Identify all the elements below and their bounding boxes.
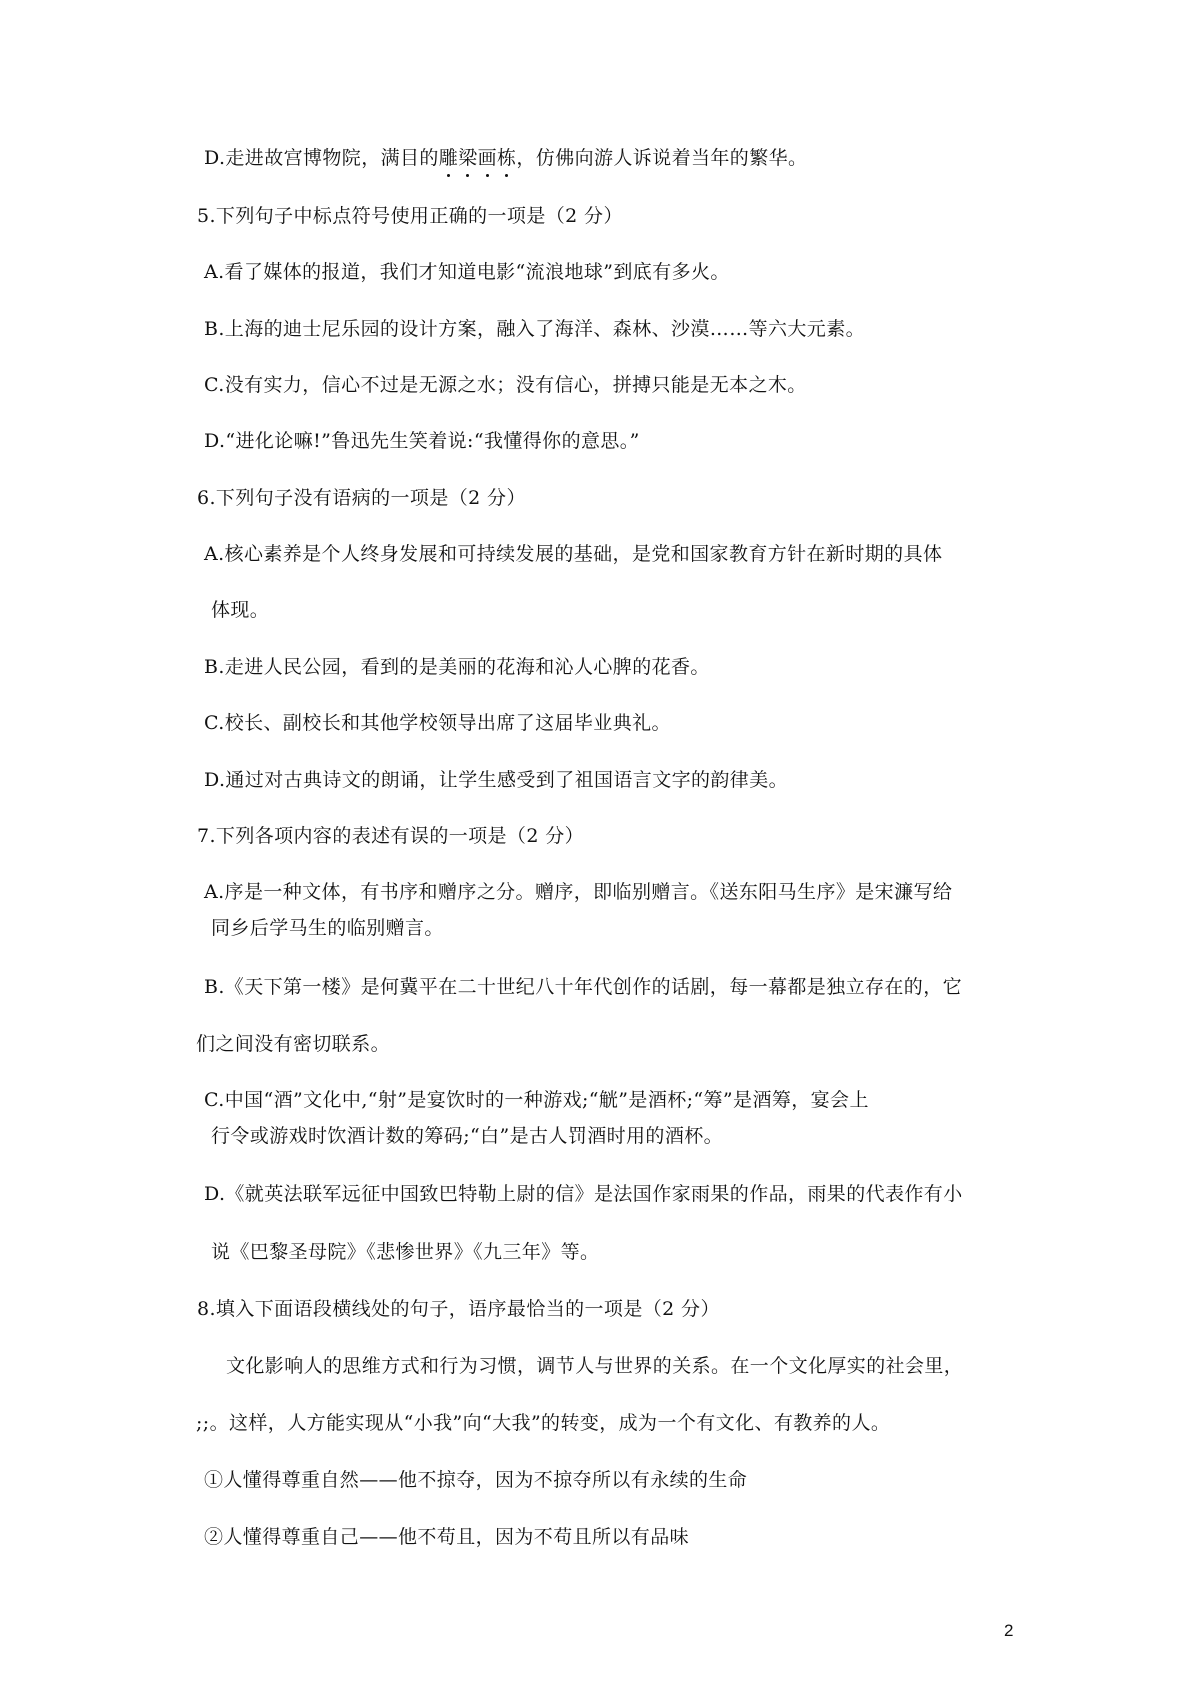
- q6-option-c: C.校长、副校长和其他学校领导出席了这届毕业典礼。: [204, 712, 671, 734]
- q5-option-d: D.“进化论嘛!”鲁迅先生笑着说:“我懂得你的意思。”: [204, 430, 640, 452]
- q4-option-d-tail: ，仿佛向游人诉说着当年的繁华。: [516, 147, 808, 169]
- q8-passage-line1: 文化影响人的思维方式和行为习惯，调节人与世界的关系。在一个文化厚实的社会里，: [226, 1355, 964, 1377]
- q7-option-c-line1: C.中国“酒”文化中,“射”是宴饮时的一种游戏;“觥”是酒杯;“筹”是酒筹，宴会上: [204, 1089, 869, 1111]
- q7-option-a-line2: 同乡后学马生的临别赠言。: [211, 917, 444, 939]
- q7-option-a-line1: A.序是一种文体，有书序和赠序之分。赠序，即临别赠言。《送东阳马生序》是宋濂写给: [204, 881, 953, 903]
- q6-option-a-line1: A.核心素养是个人终身发展和可持续发展的基础，是党和国家教育方针在新时期的具体: [204, 543, 943, 565]
- q7-option-d-line1: D.《就英法联军远征中国致巴特勒上尉的信》是法国作家雨果的作品，雨果的代表作有小: [204, 1183, 963, 1205]
- q7-option-b-line2: 们之间没有密切联系。: [196, 1033, 391, 1055]
- emphasized-phrase-text: 雕梁画栋: [438, 147, 517, 169]
- q6-option-b: B.走进人民公园，看到的是美丽的花海和沁人心脾的花香。: [204, 656, 710, 678]
- question-6-stem: 6.下列句子没有语病的一项是（2 分）: [197, 487, 526, 509]
- q7-option-b-line1: B.《天下第一楼》是何冀平在二十世纪八十年代创作的话剧，每一幕都是独立存在的，它: [204, 976, 963, 998]
- q5-option-b: B.上海的迪士尼乐园的设计方案，融入了海洋、森林、沙漠……等六大元素。: [204, 318, 866, 340]
- page-number: 2: [1004, 1621, 1014, 1640]
- q8-choice-2: ②人懂得尊重自己——他不苟且，因为不苟且所以有品味: [204, 1526, 690, 1548]
- question-8-stem: 8.填入下面语段横线处的句子，语序最恰当的一项是（2 分）: [197, 1298, 720, 1320]
- q5-option-a: A.看了媒体的报道，我们才知道电影“流浪地球”到底有多火。: [204, 261, 730, 283]
- question-7-stem: 7.下列各项内容的表述有误的一项是（2 分）: [197, 825, 585, 847]
- q5-option-c: C.没有实力，信心不过是无源之水；没有信心，拼搏只能是无本之木。: [204, 374, 807, 396]
- q8-passage-line2: ;;。这样，人方能实现从“小我”向“大我”的转变，成为一个有文化、有教养的人。: [196, 1412, 891, 1434]
- q6-option-d: D.通过对古典诗文的朗诵，让学生感受到了祖国语言文字的韵律美。: [204, 769, 788, 791]
- q8-choice-1: ①人懂得尊重自然——他不掠夺，因为不掠夺所以有永续的生命: [204, 1469, 748, 1491]
- q7-option-c-line2: 行令或游戏时饮酒计数的筹码;“白”是古人罚酒时用的酒杯。: [211, 1125, 724, 1147]
- q4-option-d: [204, 145, 807, 171]
- emphasis-dots: [439, 174, 517, 180]
- q6-option-a-line2: 体现。: [211, 599, 270, 621]
- emphasized-phrase: [439, 145, 517, 171]
- q4-option-d-lead: D.走进故宫博物院，满目的: [204, 147, 439, 169]
- q7-option-d-line2: 说《巴黎圣母院》《悲惨世界》《九三年》等。: [211, 1241, 600, 1263]
- question-5-stem: 5.下列句子中标点符号使用正确的一项是（2 分）: [197, 205, 623, 227]
